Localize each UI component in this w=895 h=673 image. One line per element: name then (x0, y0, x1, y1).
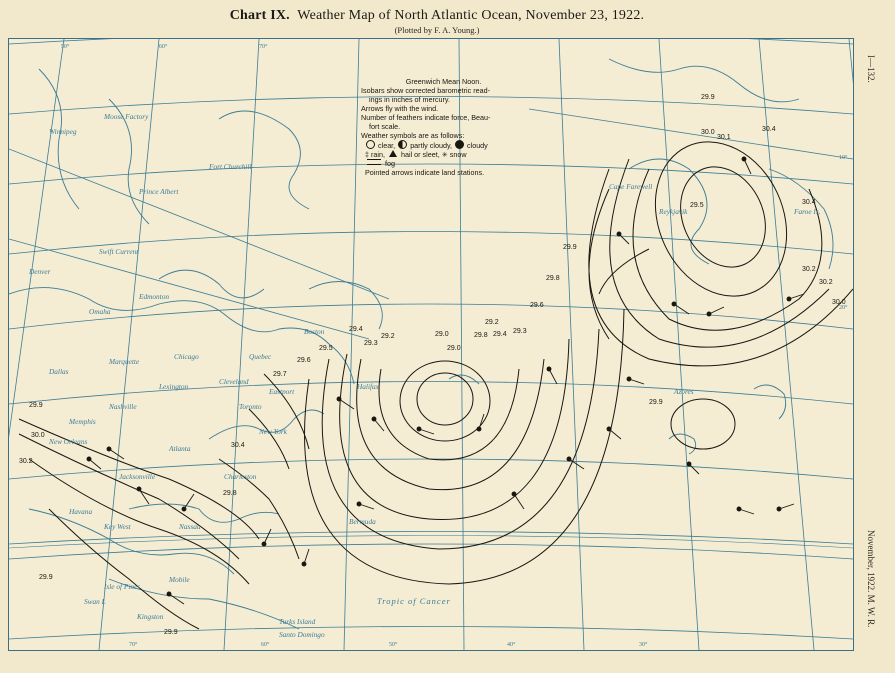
chart-subtitle: (Plotted by F. A. Young.) (394, 25, 480, 35)
partly-cloudy-symbol-icon (398, 140, 407, 149)
place-name: Reykjavik (659, 207, 688, 216)
legend-partly: partly cloudy, (410, 141, 452, 150)
meridian (849, 39, 853, 650)
place-name: Prince Albert (139, 187, 179, 196)
place-name: Isle of Pines (104, 582, 141, 591)
place-name: Charleston (224, 472, 257, 481)
wind-arrow (167, 592, 184, 604)
legend-hail: hail or sleet, (400, 150, 440, 159)
legend-symbols-row-1 (361, 140, 551, 150)
legend-line: ings in inches of mercury. (369, 95, 450, 104)
wind-arrow (417, 427, 434, 434)
clear-symbol-icon (366, 140, 375, 149)
isobar-label: 30.4 (802, 199, 816, 206)
publication-note: November, 1922. M. W. R. (866, 530, 876, 628)
meridian (559, 39, 584, 650)
isobar-label: 29.3 (364, 340, 378, 347)
isobar-label: 30.0 (31, 432, 45, 439)
legend-snow: snow (449, 150, 467, 159)
place-name: Omaha (89, 307, 111, 316)
isobar-label: 29.2 (485, 319, 499, 326)
isobar-label: 29.9 (563, 244, 577, 251)
wind-arrow (372, 417, 384, 431)
isobar-label: 29.9 (701, 94, 715, 101)
legend-clear: clear, (378, 141, 396, 150)
degree-label: 10° (839, 155, 848, 161)
coastline (219, 111, 309, 209)
legend-line: Pointed arrows indicate land stations. (365, 168, 485, 177)
isobar (264, 374, 309, 449)
wind-arrow (787, 294, 804, 301)
isobar-label: 30.2 (802, 266, 816, 273)
legend-line: Number of feathers indicate force, Beau- (361, 113, 491, 122)
isobar-label: 29.4 (349, 326, 363, 333)
coastline (39, 69, 79, 209)
place-name: Key West (104, 522, 131, 531)
degree-label: 50° (389, 642, 398, 648)
tropic-of-cancer-line (9, 532, 853, 549)
place-name: Eastport (269, 387, 295, 396)
map-legend (361, 77, 551, 177)
isobar-label: 30.2 (819, 279, 833, 286)
wind-arrow (137, 487, 149, 504)
map-frame (8, 38, 854, 651)
place-name: Turks Island (279, 617, 316, 626)
place-name: Cleveland (219, 377, 249, 386)
fog-symbol-icon (367, 159, 381, 165)
place-name: Swan I. (84, 597, 106, 606)
degree-label: 60° (261, 642, 270, 648)
place-name: Mobile (169, 575, 190, 584)
place-name: Cape Farewell (609, 182, 653, 191)
wind-arrow (302, 549, 309, 566)
legend-cloudy: cloudy (467, 141, 488, 150)
isobar-label: 29.9 (39, 574, 53, 581)
place-name: Nassau (179, 522, 201, 531)
lat-line (9, 382, 853, 405)
tropic-label: Tropic of Cancer (377, 596, 451, 606)
place-name: Faroe Is. (794, 207, 821, 216)
wind-arrow (617, 232, 629, 244)
isobar-label: 29.9 (29, 402, 43, 409)
isobar-label: 30.1 (717, 134, 731, 141)
wind-arrow (182, 494, 194, 511)
place-name: Boston (304, 327, 325, 336)
place-name: Nashville (109, 402, 137, 411)
legend-rain: rain, (371, 150, 385, 159)
isobars (19, 120, 853, 629)
isobar (249, 409, 289, 469)
degree-label: 50° (61, 44, 70, 50)
legend-line: Arrows fly with the wind. (361, 104, 439, 113)
place-name: Memphis (69, 417, 96, 426)
legend-fog: fog (385, 159, 395, 168)
place-name: Winnipeg (49, 127, 77, 136)
place-name: Edmonton (139, 292, 169, 301)
place-name: Jacksonville (119, 472, 156, 481)
isobar-label: 29.9 (164, 629, 178, 636)
wind-arrow (627, 377, 644, 384)
place-name: Lexington (159, 382, 189, 391)
degree-label: 30° (639, 642, 648, 648)
place-name: New Orleans (49, 437, 88, 446)
degree-label: 20° (839, 305, 848, 311)
place-name: Kingston (137, 612, 164, 621)
place-name: Fort Churchill (209, 162, 252, 171)
legend-line: fort scale. (369, 122, 401, 131)
isobar (599, 249, 649, 294)
wind-arrow (547, 367, 557, 384)
chart-title-number: Chart IX. (229, 8, 290, 23)
lat-line (9, 39, 853, 44)
place-name: Atlanta (169, 444, 191, 453)
place-name: Toronto (239, 402, 262, 411)
isobar-label: 30.0 (701, 129, 715, 136)
coastline (159, 270, 264, 298)
isobar-label: 29.6 (530, 302, 544, 309)
place-name: New York (259, 427, 287, 436)
place-name: Chicago (174, 352, 199, 361)
meridian (529, 109, 853, 159)
isobar (417, 373, 473, 425)
hail-symbol-icon (389, 150, 397, 157)
island (754, 385, 786, 419)
wind-arrow (737, 507, 754, 514)
degree-label: 60° (159, 44, 168, 50)
wind-arrow (707, 307, 724, 316)
meridian (9, 239, 369, 339)
place-name: Quebec (249, 352, 272, 361)
place-name: Havana (69, 507, 93, 516)
isobar-label: 30.0 (832, 299, 846, 306)
place-name: Azores (674, 387, 694, 396)
isobar (631, 120, 811, 317)
meridian (224, 39, 259, 650)
degree-label: 40° (507, 642, 516, 648)
place-name: Moose Factory (104, 112, 149, 121)
isobar (665, 153, 781, 281)
isobar (340, 339, 569, 520)
isobar-label: 29.0 (447, 345, 461, 352)
legend-symbols-row-3 (361, 159, 551, 168)
coastline (129, 504, 279, 522)
isobar-label: 29.8 (223, 490, 237, 497)
isobar-label: 29.7 (273, 371, 287, 378)
place-name: Dallas (49, 367, 69, 376)
isobar-label: 29.8 (546, 275, 560, 282)
isobar-label: 29.5 (690, 202, 704, 209)
place-name: Swift Current (99, 247, 139, 256)
wind-arrow (512, 492, 524, 509)
isobar-label: 30.2 (19, 458, 33, 465)
chart-title (0, 8, 874, 24)
wind-arrow (742, 157, 751, 174)
isobar (589, 189, 609, 339)
wind-arrow (687, 462, 699, 474)
place-name: Denver (29, 267, 51, 276)
place-names (28, 112, 821, 639)
isobar-label: 29.5 (319, 345, 333, 352)
wind-arrow (777, 504, 794, 511)
snow-symbol-icon: ✳ (441, 150, 448, 159)
legend-line: Weather symbols are as follows: (361, 131, 465, 140)
place-name: Santo Domingo (279, 630, 325, 639)
isobar (379, 369, 519, 460)
isobar-label: 29.9 (649, 399, 663, 406)
isobar-label: 29.8 (474, 332, 488, 339)
place-name: Halifax (357, 382, 379, 391)
isobar (671, 399, 735, 449)
isobar-label: 29.4 (493, 331, 507, 338)
isobar (633, 169, 822, 330)
place-name: Marquette (109, 357, 140, 366)
isobar (305, 309, 625, 584)
cloudy-symbol-icon (455, 140, 464, 149)
isobar-label: 30.4 (762, 126, 776, 133)
legend-line: Greenwich Mean Noon. (405, 77, 482, 86)
isobar-label: 29.2 (381, 333, 395, 340)
wind-arrow (357, 502, 374, 509)
wind-arrows (87, 157, 804, 604)
island (669, 434, 696, 454)
chart-title-text: Weather Map of North Atlantic Ocean, November 23, 1922. (297, 8, 645, 23)
place-name: Bermuda (349, 517, 376, 526)
wind-arrow (87, 457, 101, 469)
lat-line (9, 627, 853, 640)
lat-line (9, 304, 853, 329)
page-number: I—132. (866, 55, 876, 83)
rain-symbol-icon: ‡ (365, 150, 369, 159)
legend-line: Isobars show corrected barometric read- (361, 86, 491, 95)
isobar-label: 29.0 (435, 331, 449, 338)
isobar-label: 29.3 (513, 328, 527, 335)
legend-symbols-row-2 (361, 150, 551, 159)
isobar-label: 30.4 (231, 442, 245, 449)
degree-label: 70° (129, 642, 138, 648)
meridian (9, 149, 389, 299)
degree-label: 70° (259, 44, 268, 50)
isobar-label: 29.6 (297, 357, 311, 364)
